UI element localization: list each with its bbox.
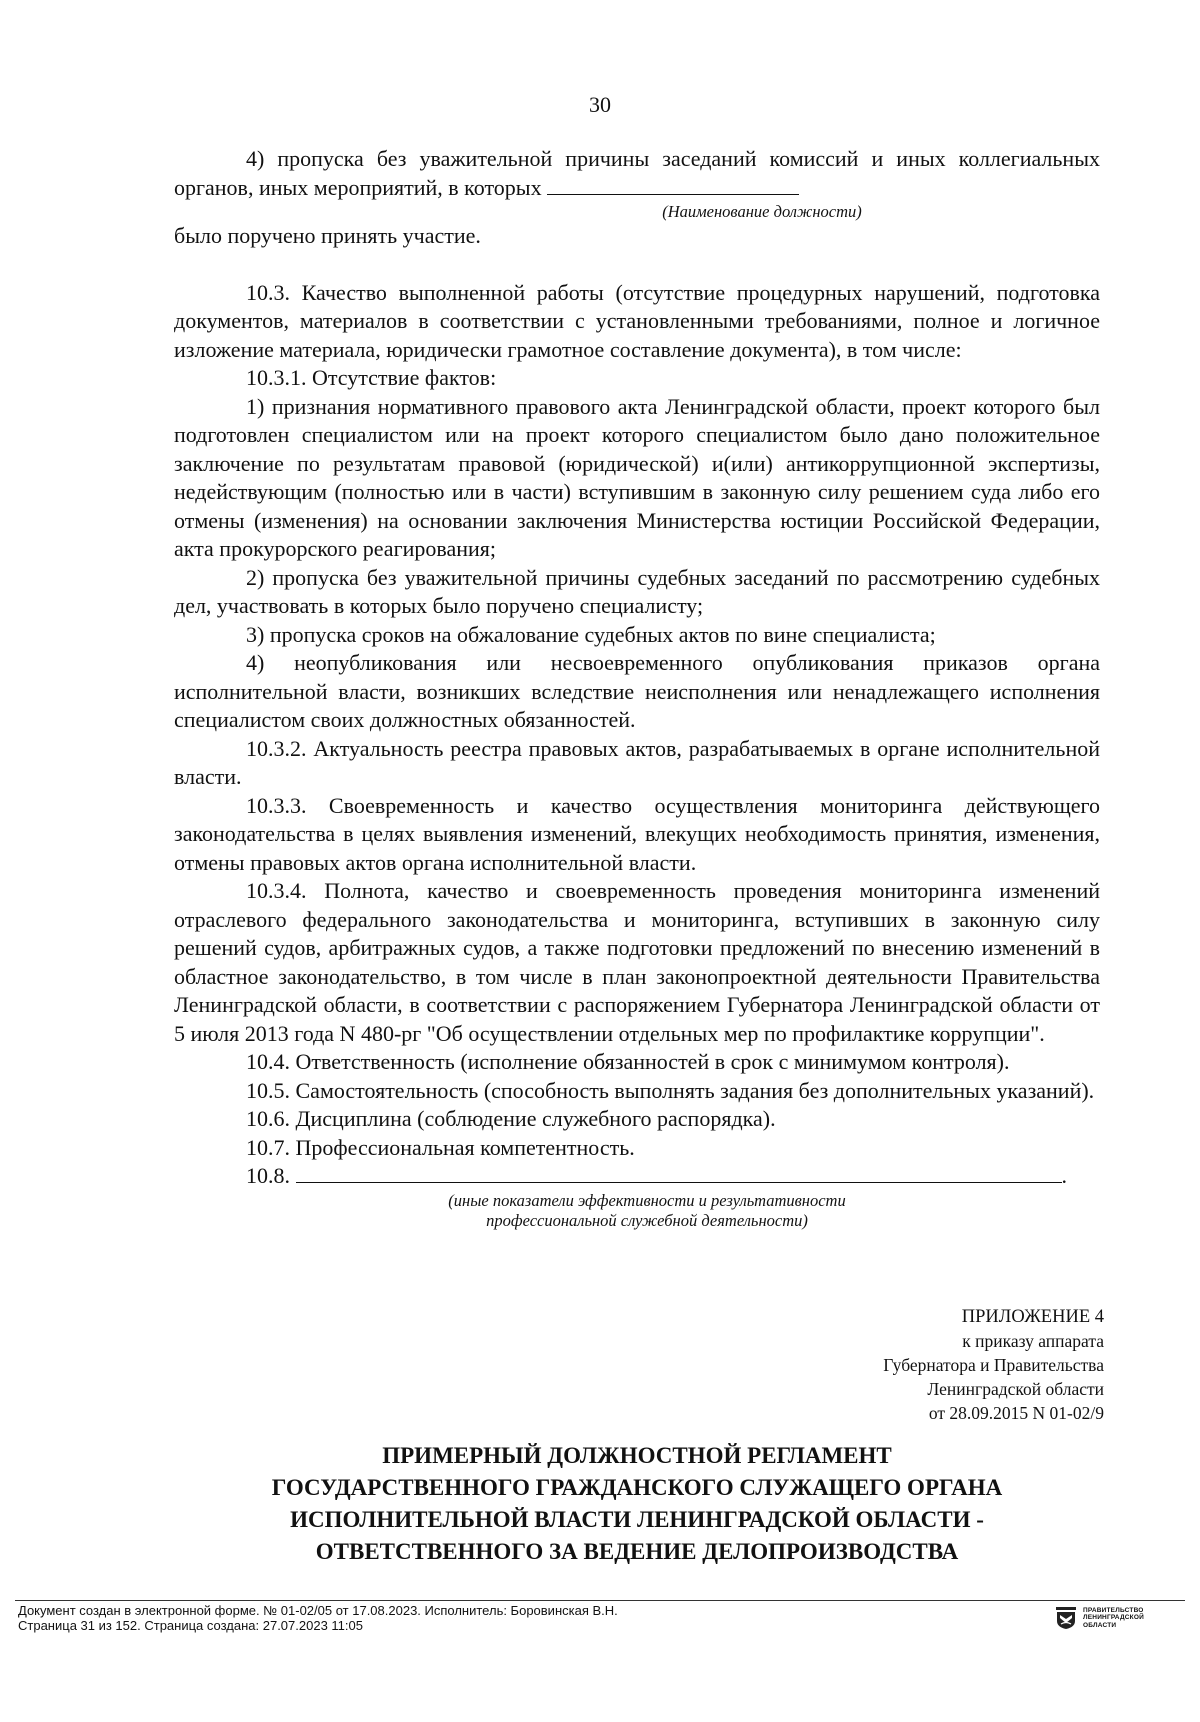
logo-line: ОБЛАСТИ bbox=[1083, 1621, 1117, 1629]
paragraph-10-5: 10.5. Самостоятельность (способность выполнять задания без дополнительных указаний). bbox=[246, 1077, 1095, 1103]
paragraph-10-3-3: 10.3.3. Своевременность и качество осуществления мониторинга действующего законодательства в целях выявления изменений, влекущих необходимость принятия, изменения, отмены правовых актов органа исполнительной власти. bbox=[174, 792, 1100, 875]
paragraph-10-3-4: 10.3.4. Полнота, качество и своевременность проведения мониторинга изменений отраслевого федерального законодательства и мониторинга, вступивших в законную силу решений судов, арбитражных судов, а также подготовки предложений по внесению изменений в областное законодательство, в том числе в план законопроектной деятельности Правительства Ленинградской области, в соответствии с распоряжением Губернатора Ленинградской области от 5 июля 2013 года N 480-рг "Об осуществлении отдельных мер по профилактике коррупции". bbox=[174, 878, 1100, 1046]
page-number: 30 bbox=[589, 92, 611, 117]
footer-line: Страница 31 из 152. Страница создана: 27.07.2023 11:05 bbox=[18, 1618, 363, 1633]
government-logo bbox=[1055, 1606, 1144, 1630]
title-line: ПРИМЕРНЫЙ ДОЛЖНОСТНОЙ РЕГЛАМЕНТ bbox=[382, 1443, 892, 1468]
paragraph-10-3-1-item-3: 3) пропуска сроков на обжалование судебных актов по вине специалиста; bbox=[246, 621, 936, 647]
fill-in-blank-line bbox=[296, 1182, 1062, 1183]
logo-line: ПРАВИТЕЛЬСТВО bbox=[1083, 1606, 1144, 1614]
document-title bbox=[174, 1440, 1100, 1568]
paragraph-label: 10.8. bbox=[246, 1163, 290, 1188]
footer-line: Документ создан в электронной форме. № 01-02/05 от 17.08.2023. Исполнитель: Боровинская В.Н. bbox=[18, 1603, 618, 1618]
appendix-line: к приказу аппарата bbox=[962, 1331, 1104, 1351]
footer-divider bbox=[15, 1600, 1185, 1601]
paragraph-text: 4) пропуска без уважительной причины заседаний комиссий и иных коллегиальных органов, иных мероприятий, в которых bbox=[174, 146, 1100, 200]
title-line: ИСПОЛНИТЕЛЬНОЙ ВЛАСТИ ЛЕНИНГРАДСКОЙ ОБЛАСТИ - bbox=[290, 1507, 984, 1532]
title-line: ГОСУДАРСТВЕННОГО ГРАЖДАНСКОГО СЛУЖАЩЕГО ОРГАНА bbox=[271, 1475, 1003, 1500]
document-body bbox=[174, 145, 1100, 1231]
appendix-line: от 28.09.2015 N 01-02/9 bbox=[928, 1403, 1104, 1423]
footer-info bbox=[18, 1603, 618, 1633]
paragraph-10-4: 10.4. Ответственность (исполнение обязанностей в срок с минимумом контроля). bbox=[246, 1049, 1010, 1074]
logo-line: ЛЕНИНГРАДСКОЙ bbox=[1083, 1614, 1144, 1622]
paragraph-10-3-1-item-2: 2) пропуска без уважительной причины судебных заседаний по рассмотрению судебных дел, участвовать в которых было поручено специалисту; bbox=[174, 564, 1100, 618]
blank-caption-line-1: (иные показатели эффективности и результативности bbox=[448, 1190, 846, 1210]
paragraph-item-4-commissions bbox=[174, 145, 1100, 202]
appendix-line: Губернатора и Правительства bbox=[883, 1355, 1104, 1375]
paragraph-10-3-2: 10.3.2. Актуальность реестра правовых актов, разрабатываемых в органе исполнительной власти. bbox=[174, 735, 1100, 789]
title-line: ОТВЕТСТВЕННОГО ЗА ВЕДЕНИЕ ДЕЛОПРОИЗВОДСТВА bbox=[315, 1539, 959, 1564]
paragraph-continuation: было поручено принять участие. bbox=[174, 223, 481, 248]
paragraph-10-3-1-item-1: 1) признания нормативного правового акта Ленинградской области, проект которого был подготовлен специалистом или на проект которого специалистом было дано положительное заключение по результатам правовой (юридической) и(или) антикоррупционной экспертизы, недействующим (полностью или в части) вступившим в законную силу решением суда либо его отмены (изменения) на основании заключения Министерства юстиции Российской Федерации, акта прокурорского реагирования; bbox=[174, 393, 1100, 561]
paragraph-10-3-1: 10.3.1. Отсутствие фактов: bbox=[246, 365, 497, 390]
paragraph-end-mark: . bbox=[1061, 1163, 1067, 1188]
blank-caption: (Наименование должности) bbox=[662, 202, 862, 221]
paragraph-10-3-1-item-4: 4) неопубликования или несвоевременного опубликования приказов органа исполнительной власти, возникших вследствие неисполнения или ненадлежащего исполнения специалистом своих должностных обязанностей. bbox=[174, 650, 1100, 732]
government-emblem-icon bbox=[1055, 1606, 1077, 1630]
appendix-line: Ленинградской области bbox=[927, 1379, 1104, 1399]
paragraph-10-3: 10.3. Качество выполненной работы (отсутствие процедурных нарушений, подготовка документов, материалов в соответствии с установленными требованиями, полное и логичное изложение материала, юридически грамотное составление документа), в том числе: bbox=[174, 279, 1100, 362]
appendix-header bbox=[684, 1305, 1104, 1425]
paragraph-10-6: 10.6. Дисциплина (соблюдение служебного распорядка). bbox=[246, 1106, 776, 1131]
logo-text bbox=[1083, 1607, 1144, 1630]
paragraph-10-7: 10.7. Профессиональная компетентность. bbox=[246, 1134, 635, 1160]
appendix-title: ПРИЛОЖЕНИЕ 4 bbox=[961, 1307, 1104, 1327]
fill-in-blank-line bbox=[547, 194, 799, 195]
paragraph-10-8 bbox=[174, 1162, 1100, 1191]
blank-caption-line-2: профессиональной служебной деятельности) bbox=[486, 1210, 808, 1230]
